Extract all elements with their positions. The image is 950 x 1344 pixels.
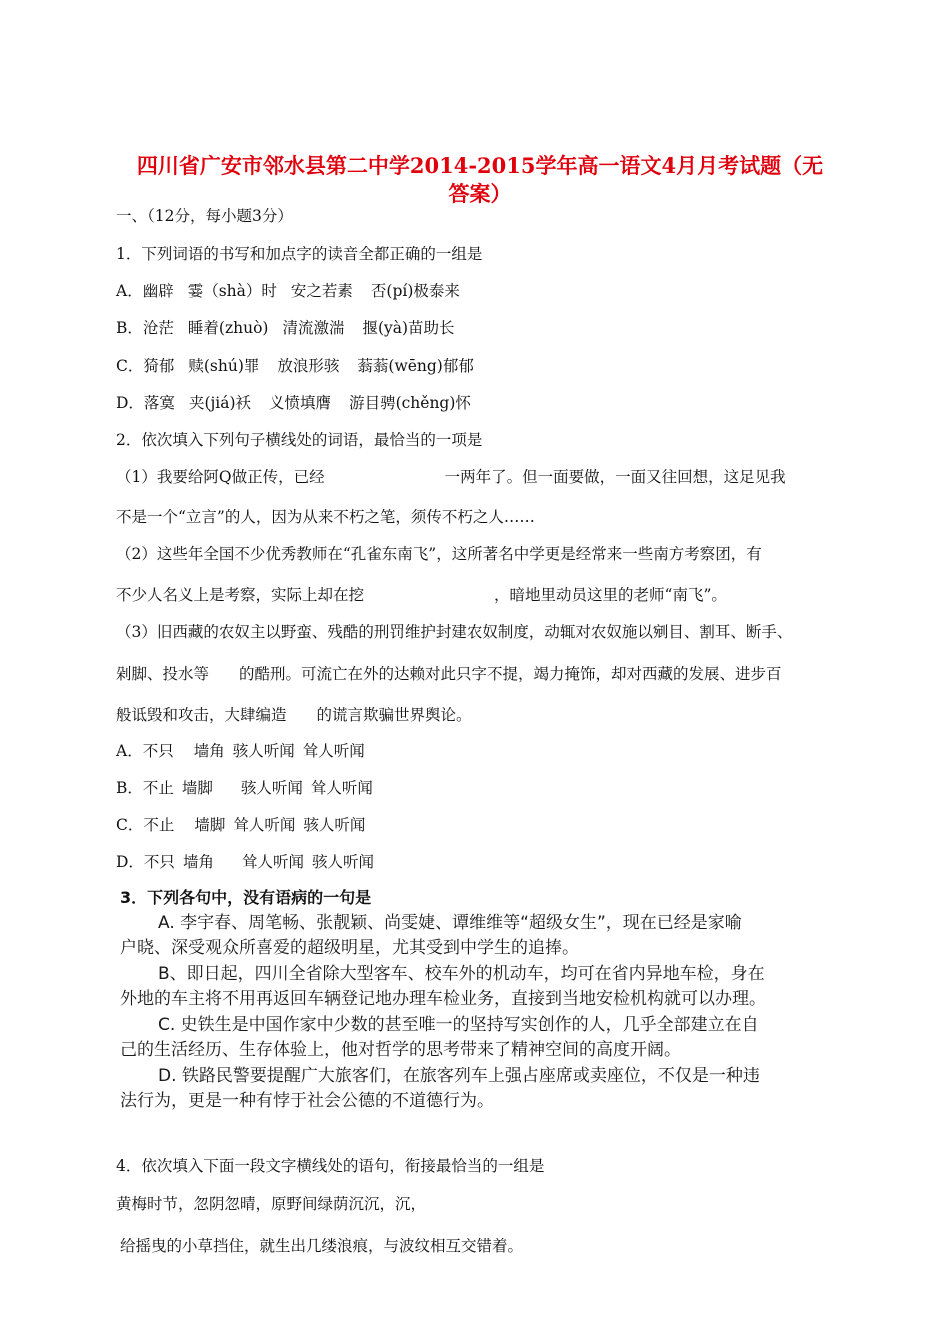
q1-option-d: D．落寞 夹(jiá)袄 义愤填膺 游目骋(chěng)怀 bbox=[116, 394, 471, 412]
q3-option-c-line1: C. 史铁生是中国作家中少数的甚至唯一的坚持写实创作的人，几乎全部建立在自 bbox=[158, 1015, 759, 1035]
q3-option-d-line1: D. 铁路民警要提醒广大旅客们，在旅客列车上强占座席或卖座位，不仅是一种违 bbox=[158, 1066, 760, 1086]
q3-option-b-line1: B、即日起，四川全省除大型客车、校车外的机动车，均可在省内异地车检，身在 bbox=[158, 964, 765, 984]
q3-stem: 3．下列各句中，没有语病的一句是 bbox=[120, 888, 372, 907]
q2-sentence-2a: （2）这些年全国不少优秀教师在“孔雀东南飞”，这所著名中学更是经常来一些南方考察团，有 bbox=[116, 545, 762, 563]
q1-option-a: A．幽辟 霎（shà）时 安之若素 否(pí)极泰来 bbox=[116, 282, 460, 300]
q4-passage-line-2: 给摇曳的小草挡住，就生出几缕浪痕，与波纹相互交错着。 bbox=[120, 1237, 524, 1255]
q2-sentence-3c: 般诋毁和攻击，大肆编造 的谎言欺骗世界舆论。 bbox=[116, 706, 472, 724]
q2-option-b: B．不止 墙脚 骇人听闻 耸人听闻 bbox=[116, 779, 373, 797]
q3-option-c-line2: 己的生活经历、生存体验上，他对哲学的思考带来了精神空间的高度开阔。 bbox=[120, 1040, 681, 1060]
q2-option-d: D．不只 墙角 耸人听闻 骇人听闻 bbox=[116, 853, 374, 871]
q3-option-a-line1: A. 李宇春、周笔畅、张靓颖、尚雯婕、谭维维等“超级女生”，现在已经是家喻 bbox=[158, 913, 742, 933]
title-line-2: 答案） bbox=[448, 181, 512, 206]
q2-sentence-3a: （3）旧西藏的农奴主以野蛮、残酷的刑罚维护封建农奴制度，动辄对农奴施以剜目、割耳、断手、 bbox=[116, 623, 793, 641]
q1-option-b: B．沧茫 睡着(zhuò) 清流激湍 揠(yà)苗助长 bbox=[116, 319, 455, 337]
q1-option-c: C．猗郁 赎(shú)罪 放浪形骇 蓊蓊(wēng)郁郁 bbox=[116, 357, 474, 375]
title-line-1: 四川省广安市邻水县第二中学2014-2015学年高一语文4月月考试题（无 bbox=[136, 153, 824, 178]
q2-option-a: A．不只 墙角 骇人听闻 耸人听闻 bbox=[116, 742, 365, 760]
section-heading: 一、（12分，每小题3分） bbox=[116, 207, 293, 225]
q3-option-d-line2: 法行为，更是一种有悖于社会公德的不道德行为。 bbox=[120, 1091, 494, 1111]
q2-sentence-2b: 不少人名义上是考察，实际上却在挖 ，暗地里动员这里的老师“南飞”。 bbox=[116, 586, 727, 604]
q3-option-b-line2: 外地的车主将不用再返回车辆登记地办理车检业务，直接到当地安检机构就可以办理。 bbox=[120, 989, 766, 1009]
page-title bbox=[100, 152, 860, 208]
q2-sentence-1a: （1）我要给阿Q做正传，已经 一两年了。但一面要做，一面又往回想，这足见我 bbox=[116, 468, 786, 486]
q4-passage-line-1: 黄梅时节，忽阴忽晴，原野间绿荫沉沉，沉， bbox=[116, 1195, 427, 1213]
q3-option-a-line2: 户晓、深受观众所喜爱的超级明星，尤其受到中学生的追捧。 bbox=[120, 938, 579, 958]
q2-sentence-3b: 剁脚、投水等 的酷刑。可流亡在外的达赖对此只字不提，竭力掩饰，却对西藏的发展、进步百 bbox=[116, 665, 782, 683]
q2-option-c: C．不止 墙脚 耸人听闻 骇人听闻 bbox=[116, 816, 366, 834]
q2-stem: 2．依次填入下列句子横线处的词语，最恰当的一项是 bbox=[116, 431, 483, 449]
q2-sentence-1b: 不是一个“立言”的人，因为从来不朽之笔，须传不朽之人…… bbox=[116, 508, 535, 526]
q1-stem: 1．下列词语的书写和加点字的读音全都正确的一组是 bbox=[116, 245, 483, 263]
q4-stem: 4．依次填入下面一段文字横线处的语句，衔接最恰当的一组是 bbox=[116, 1157, 545, 1175]
